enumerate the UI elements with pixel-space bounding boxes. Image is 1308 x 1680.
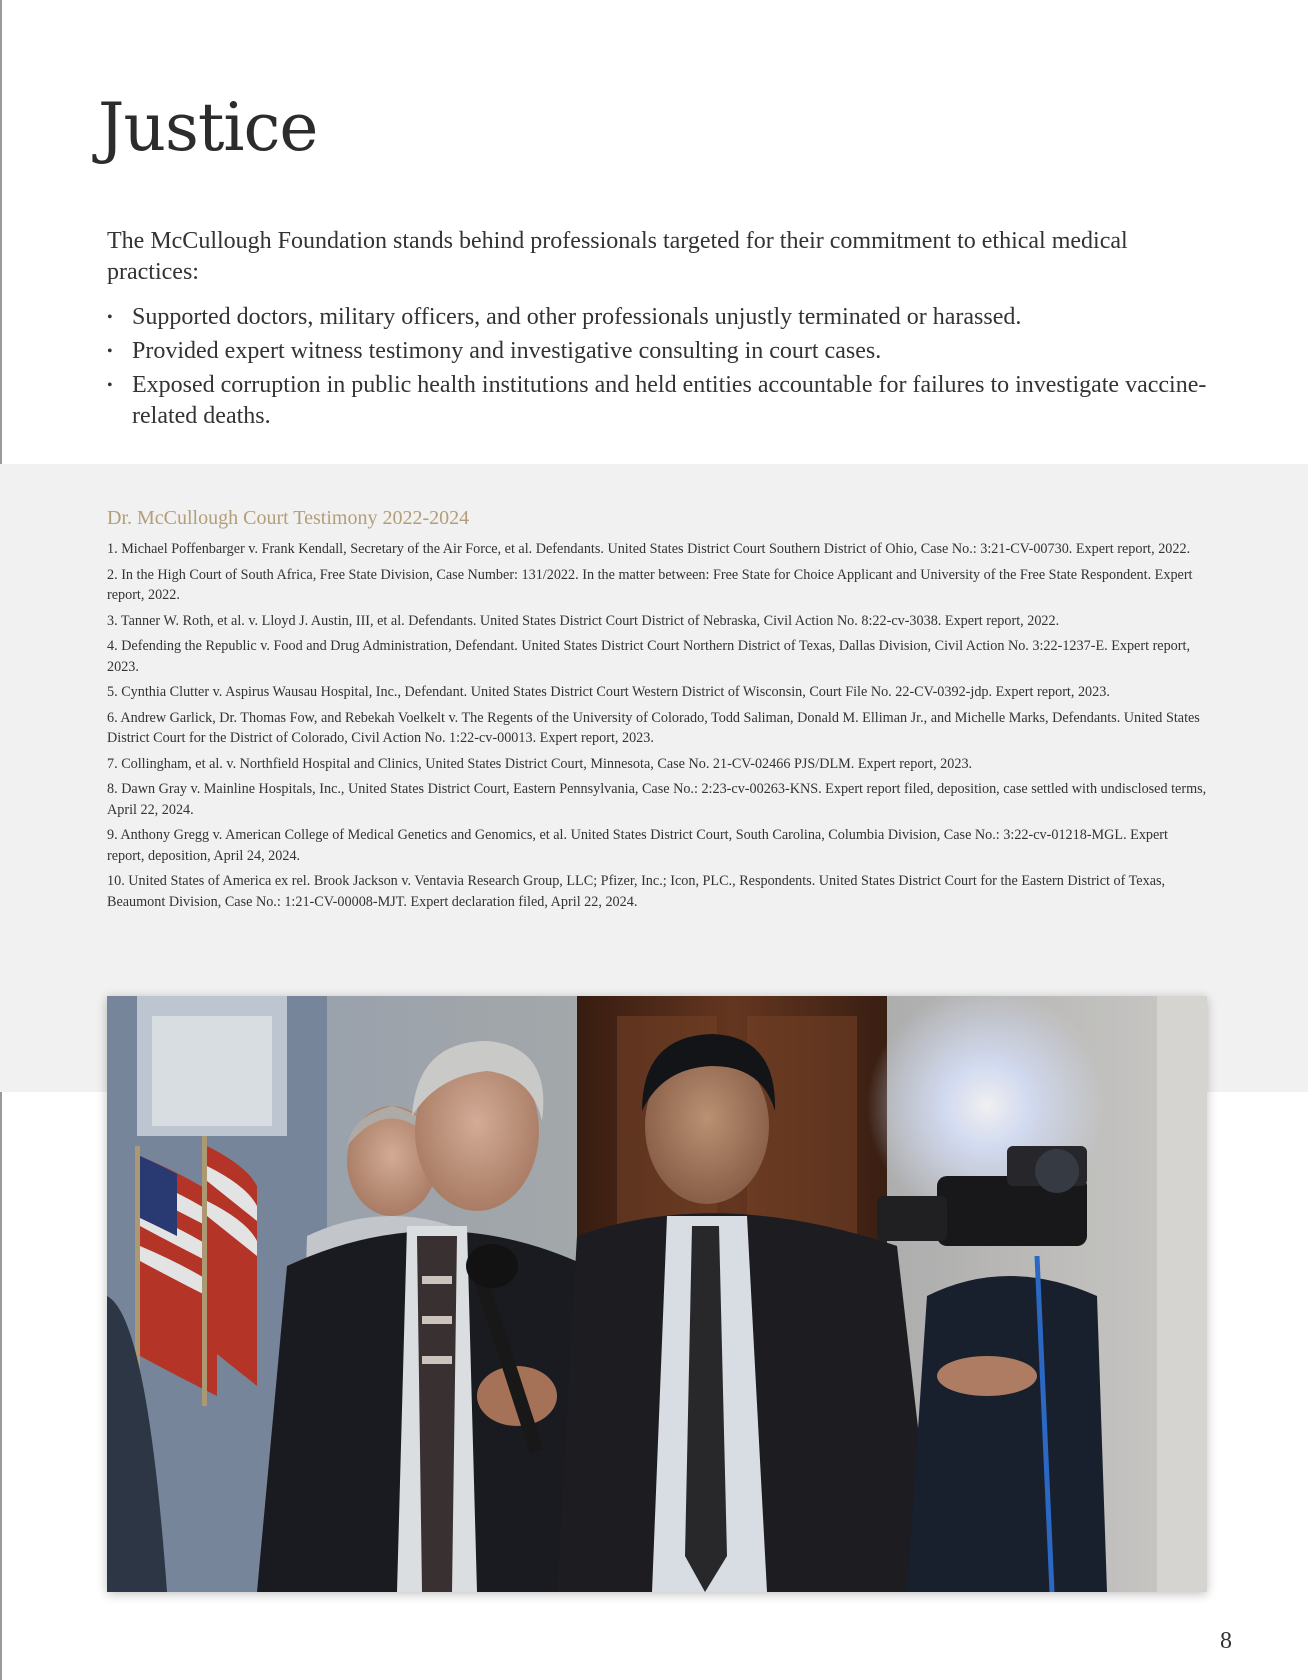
court-case-item: 1. Michael Poffenbarger v. Frank Kendall, Secretary of the Air Force, et al. Defendants. United States District Court Southern District of Ohio, Case No.: 3:21-CV-00730. Expert report, 2022.	[107, 541, 1191, 557]
list-item	[107, 336, 1217, 367]
intro-paragraph: The McCullough Foundation stands behind professionals targeted for their commitment to ethical medical practices:	[107, 228, 1128, 285]
court-case-item: 7. Collingham, et al. v. Northfield Hospital and Clinics, United States District Court, Minnesota, Case No. 21-CV-02466 PJS/DLM. Expert report, 2023.	[107, 755, 973, 772]
page-title: Justice	[98, 89, 318, 166]
list-item	[107, 370, 1217, 432]
list-item-text: Supported doctors, military officers, and other professionals unjustly terminated or harassed.	[132, 304, 1022, 330]
press-photo-illustration	[107, 996, 1207, 1592]
page-number: 8	[1220, 1628, 1232, 1654]
court-case-item: 8. Dawn Gray v. Mainline Hospitals, Inc., United States District Court, Eastern Pennsylvania, Case No.: 2:23-cv-00263-KNS. Expert report filed, deposition, case settled with undisclosed terms, April 22, 2024.	[107, 781, 1207, 818]
press-photo	[107, 996, 1207, 1592]
bullet-icon: •	[107, 309, 113, 326]
court-case-item: 3. Tanner W. Roth, et al. v. Lloyd J. Austin, III, et al. Defendants. United States District Court District of Nebraska, Civil Action No. 8:22-cv-3038. Expert report, 2022.	[107, 612, 1060, 629]
bullet-icon: •	[107, 343, 113, 360]
list-item	[107, 302, 1217, 333]
list-item-text: Exposed corruption in public health institutions and held entities accountable for failures to investigate vaccine-related deaths.	[132, 372, 1207, 429]
testimony-heading: Dr. McCullough Court Testimony 2022-2024	[107, 507, 470, 529]
list-item-text: Provided expert witness testimony and investigative consulting in court cases.	[132, 338, 882, 364]
court-case-item: 6. Andrew Garlick, Dr. Thomas Fow, and Rebekah Voelkelt v. The Regents of the University of Colorado, Todd Saliman, Donald M. Elliman Jr., and Michelle Marks, Defendants. United States District Court for the District of Colorado, Civil Action No. 1:22-cv-00013. Expert report, 2023.	[107, 709, 1200, 746]
court-case-list	[107, 539, 1207, 917]
court-case-item: 5. Cynthia Clutter v. Aspirus Wausau Hospital, Inc., Defendant. United States District Court Western District of Wisconsin, Court File No. 22-CV-0392-jdp. Expert report, 2023.	[107, 684, 1110, 700]
court-case-item: 10. United States of America ex rel. Brook Jackson v. Ventavia Research Group, LLC; Pfizer, Inc.; Icon, PLC., Respondents. United States District Court for the Eastern District of Texas, Beaumont Division, Case No.: 1:21-CV-00008-MJT. Expert declaration filed, April 22, 2024.	[107, 873, 1166, 910]
court-case-item: 4. Defending the Republic v. Food and Drug Administration, Defendant. United States District Court Northern District of Texas, Dallas Division, Civil Action No. 3:22-1237-E. Expert report, 2023.	[107, 638, 1190, 675]
bullet-icon: •	[107, 377, 113, 394]
court-case-item: 9. Anthony Gregg v. American College of Medical Genetics and Genomics, et al. United States District Court, South Carolina, Columbia Division, Case No.: 3:22-cv-01218-MGL. Expert report, deposition, April 24, 2024.	[107, 827, 1168, 864]
achievement-list	[107, 302, 1217, 435]
court-case-item: 2. In the High Court of South Africa, Free State Division, Case Number: 131/2022. In the matter between: Free State for Choice Applicant and University of the Free State Respondent. Expert report, 2022.	[107, 566, 1193, 603]
